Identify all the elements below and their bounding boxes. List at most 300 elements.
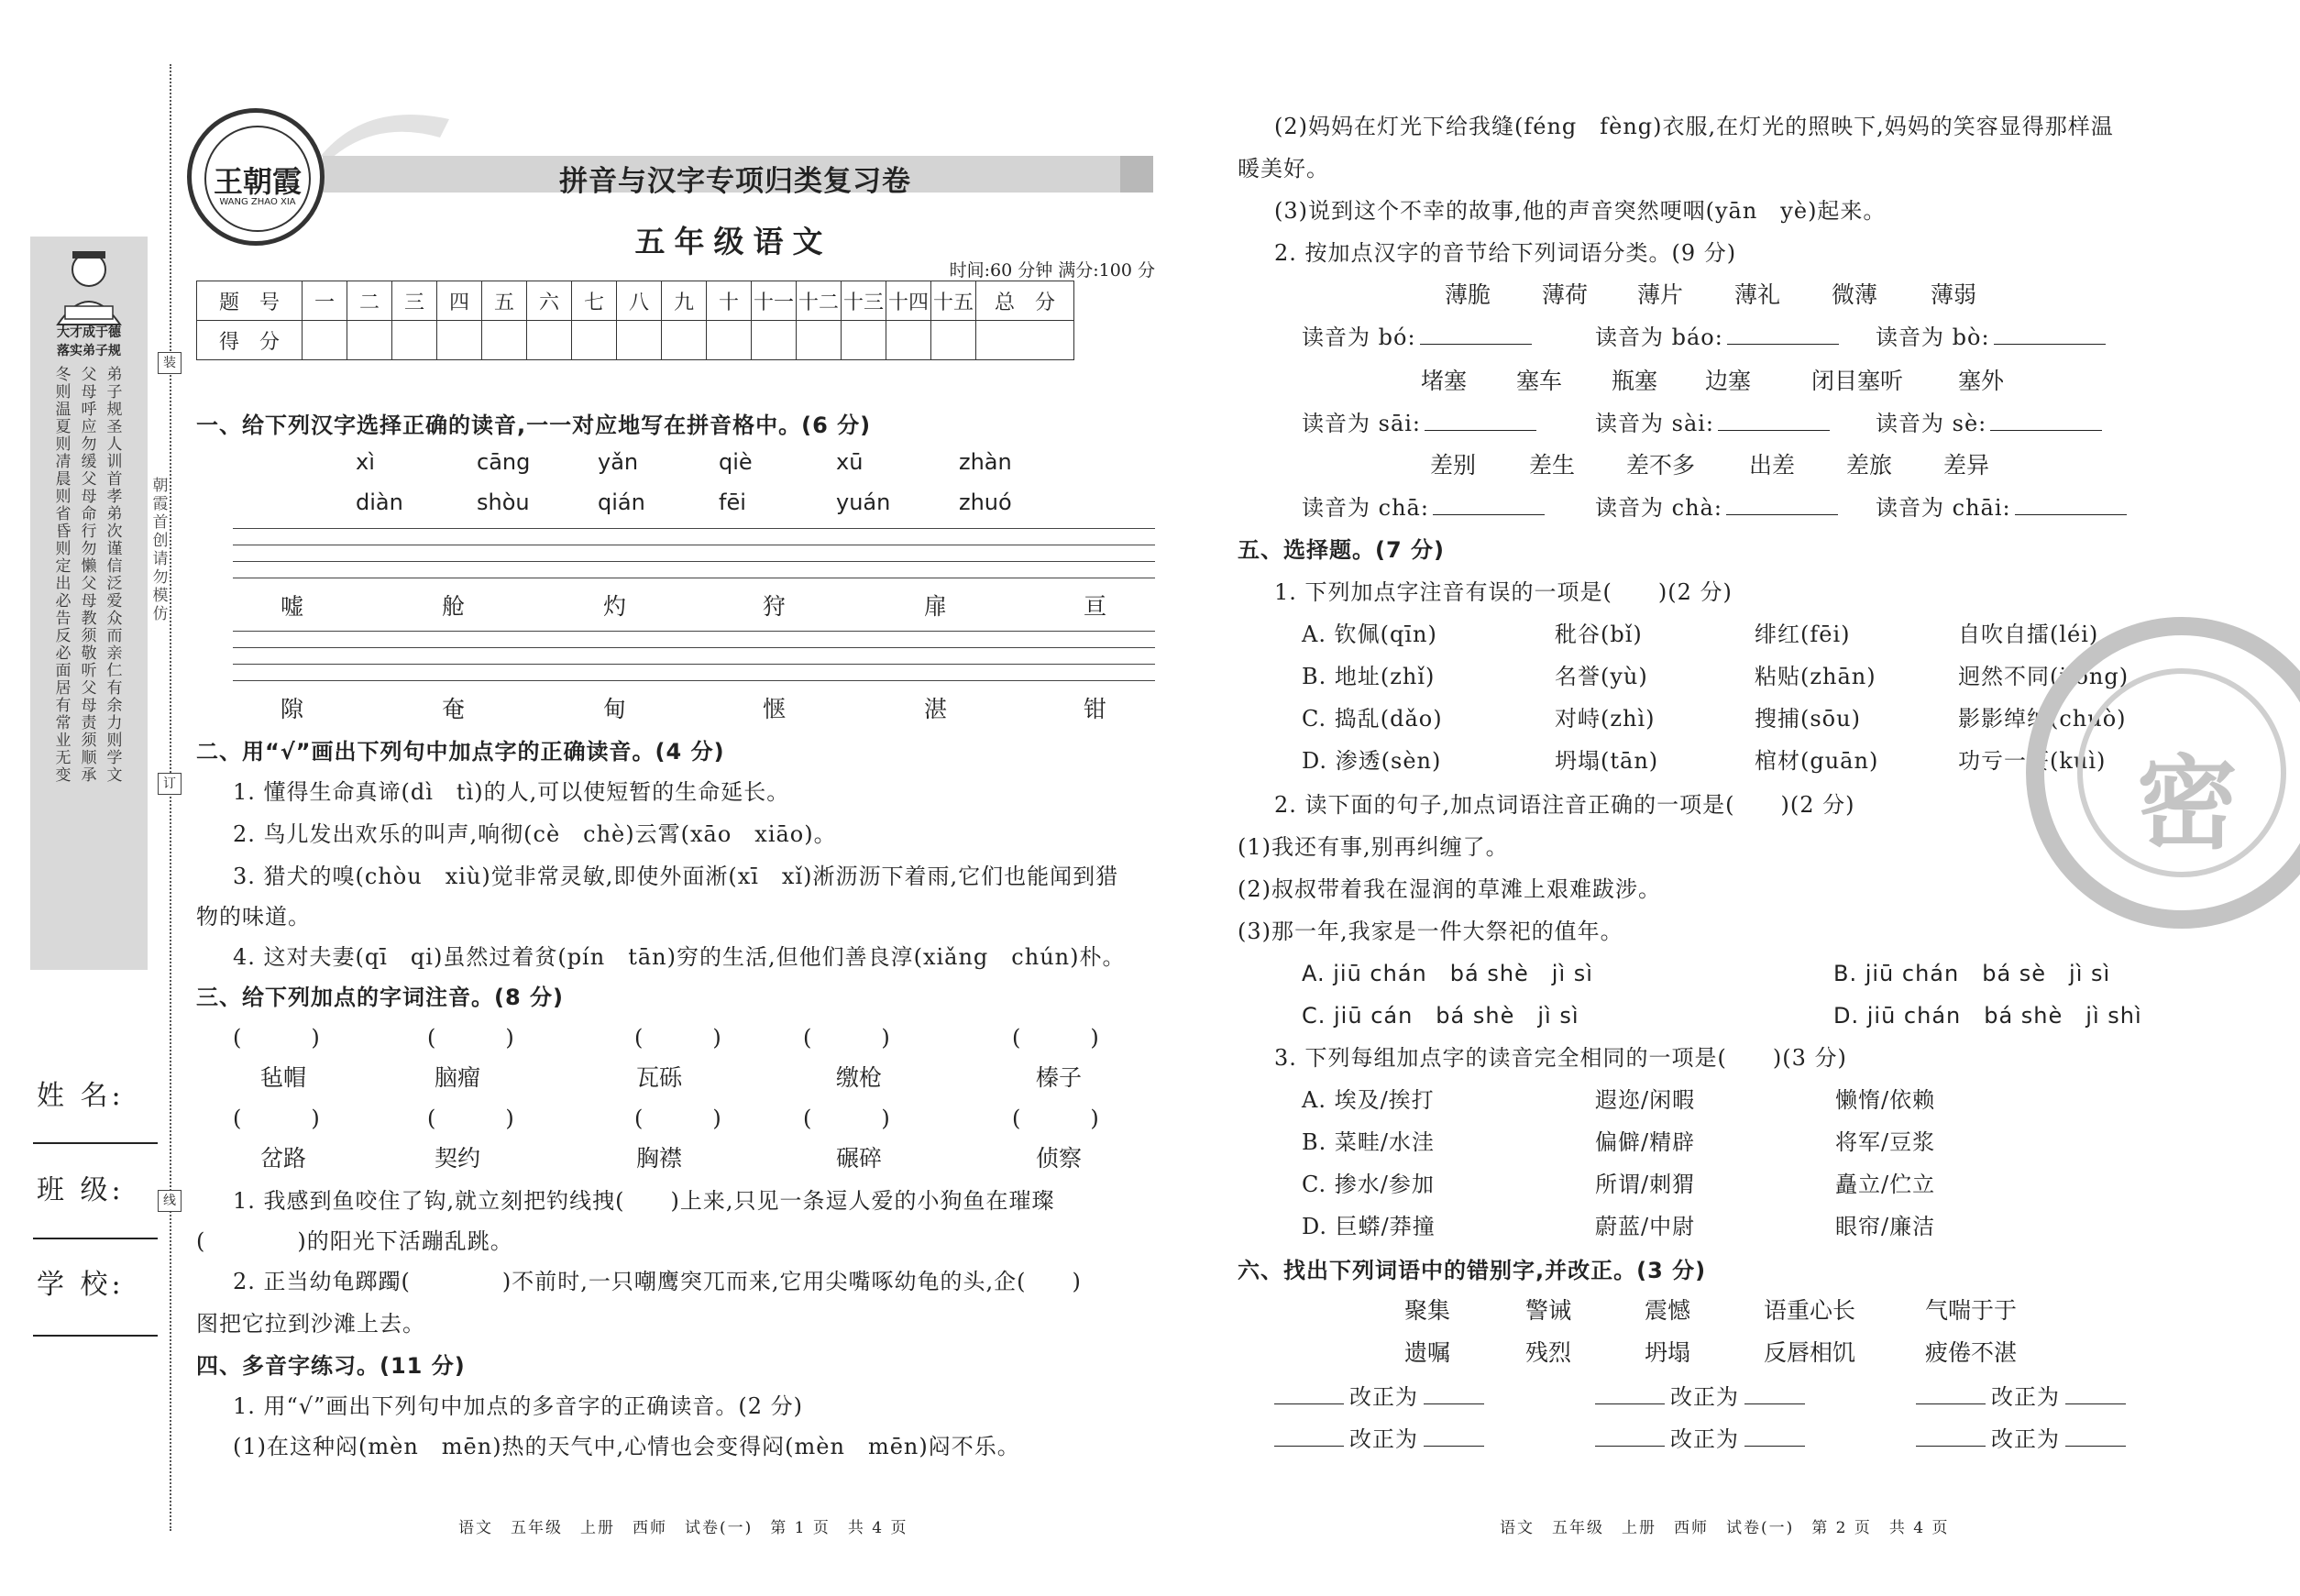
s6-word: 警诫 (1525, 1297, 1572, 1324)
s3-word: 侦察 (1036, 1145, 1083, 1172)
pinyin-answer-paren[interactable]: ( ) (1012, 1106, 1100, 1131)
pinyin-answer-paren[interactable]: ( ) (233, 1025, 321, 1051)
s5-q2-option-a[interactable]: A. jiū chán bá shè jì sì (1302, 961, 1593, 986)
s4-classify-item (1302, 405, 1536, 437)
pinyin-answer-paren[interactable]: ( ) (1012, 1025, 1100, 1051)
bind-mark-2: 订 (158, 773, 182, 795)
section-2-heading: 二、用“√”画出下列句中加点字的正确读音。(4 分) (196, 739, 725, 765)
s4-polyphone-word: 差不多 (1626, 452, 1696, 479)
s5-q1-option: 搜捕(sōu) (1755, 706, 1861, 732)
s5-q1-option[interactable]: A. 钦佩(qīn) (1302, 622, 1437, 647)
s3-line-4: 图把它拉到沙滩上去。 (196, 1311, 425, 1337)
score-input-cell[interactable] (527, 321, 572, 360)
s4-polyphone-word: 差生 (1529, 452, 1576, 479)
motto-char: 余 (106, 697, 123, 715)
s4-classify-blank[interactable] (1425, 410, 1536, 431)
motto-char: 首 (106, 470, 123, 489)
score-input-cell[interactable] (437, 321, 482, 360)
s4-classify-blank[interactable] (1990, 410, 2102, 431)
pinyin-answer-paren[interactable]: ( ) (427, 1106, 515, 1131)
s4-polyphone-word: 差异 (1943, 452, 1990, 479)
s6-wrong-char-blank[interactable] (1916, 1383, 1986, 1404)
s4-classify-blank[interactable] (1994, 324, 2106, 345)
motto-char: 母 (81, 383, 97, 402)
time-info: 时间:60 分钟 满分:100 分 (949, 260, 1155, 281)
s4-classify-label: 读音为 bó: (1302, 325, 1416, 350)
score-header-cell: 十二 (797, 281, 842, 321)
motto-char: 勿 (81, 435, 97, 454)
motto-char: 教 (81, 610, 97, 628)
s1-pinyin: qiè (719, 449, 753, 475)
s5-q2: 2. 读下面的句子,加点词语注音正确的一项是( )(2 分) (1274, 792, 1855, 818)
pinyin-answer-paren[interactable]: ( ) (427, 1025, 515, 1051)
school-field[interactable] (33, 1335, 158, 1337)
motto-char: 告 (55, 610, 72, 628)
s5-q1-option: 粘贴(zhān) (1755, 664, 1876, 689)
motto-char: 无 (55, 749, 72, 767)
s6-word: 残烈 (1525, 1339, 1572, 1366)
motto-char: 业 (55, 732, 72, 750)
motto-char: 居 (55, 679, 72, 698)
motto-char: 众 (106, 610, 123, 628)
s1-hanzi: 钳 (1084, 696, 1107, 722)
s5-q3-option[interactable]: C. 掺水/参加 (1302, 1172, 1435, 1197)
s3-word: 缴枪 (836, 1064, 883, 1091)
s5-q2-s3: (3)那一年,我家是一件大祭祀的值年。 (1238, 919, 1623, 944)
s5-q2-option-d[interactable]: D. jiū chán bá shè jì shì (1833, 1003, 2142, 1029)
motto-column (51, 367, 75, 785)
s4-polyphone-word: 出差 (1749, 452, 1796, 479)
motto-char: 须 (81, 732, 97, 750)
s5-q3-option: 蔚蓝/中尉 (1595, 1214, 1696, 1239)
s6-word: 震憾 (1645, 1297, 1691, 1324)
pinyin-grid-line (233, 647, 1155, 648)
binding-dotted-line (170, 64, 171, 1531)
score-label-cell: 得 分 (197, 321, 303, 360)
s4-polyphone-word: 薄礼 (1734, 281, 1781, 308)
motto-char: 父 (81, 470, 97, 489)
motto-char: 而 (106, 627, 123, 645)
s4-polyphone-word: 边塞 (1705, 368, 1752, 394)
s3-word: 碾碎 (836, 1145, 883, 1172)
s5-q1: 1. 下列加点字注音有误的一项是( )(2 分) (1274, 579, 1733, 605)
s5-q3: 3. 下列每组加点字的读音完全相同的一项是( )(3 分) (1274, 1045, 1847, 1071)
s6-fix-label: 改正为 (1670, 1426, 1739, 1452)
s3-word: 瓦砾 (636, 1064, 683, 1091)
s1-hanzi: 奄 (442, 696, 466, 722)
motto-head-2: 落实弟子规 (57, 344, 121, 358)
s6-word: 疲倦不湛 (1925, 1339, 2018, 1366)
motto-char: 昏 (55, 523, 72, 541)
s1-hanzi: 甸 (603, 696, 627, 722)
score-input-cell[interactable] (572, 321, 617, 360)
s6-word: 反唇相饥 (1764, 1339, 1856, 1366)
motto-char: 反 (55, 627, 72, 645)
s1-hanzi: 扉 (924, 593, 948, 620)
s4-classify-item (1595, 405, 1830, 437)
motto-char: 呼 (81, 401, 97, 419)
bind-mark-1: 装 (158, 352, 182, 374)
motto-char: 则 (55, 540, 72, 558)
s4-polyphone-word: 薄荷 (1542, 281, 1589, 308)
s3-line-3: 2. 正当幼龟踯躅( )不前时,一只嘲鹰突兀而来,它用尖嘴啄幼龟的头,企( ) (233, 1269, 1082, 1294)
motto-char: 训 (106, 453, 123, 471)
s1-hanzi: 亘 (1084, 593, 1107, 620)
score-header-cell: 二 (347, 281, 392, 321)
s4-classify-blank[interactable] (1727, 324, 1839, 345)
motto-char: 文 (106, 766, 123, 785)
pinyin-grid-line (233, 528, 1155, 529)
s6-word: 遗嘱 (1404, 1339, 1451, 1366)
s5-q1-option[interactable]: B. 地址(zhǐ) (1302, 664, 1436, 689)
motto-char: 弟 (106, 366, 123, 384)
s6-word: 坍塌 (1645, 1339, 1691, 1366)
score-row-questions (197, 281, 1074, 321)
s5-q3-option[interactable]: D. 巨蟒/莽撞 (1302, 1214, 1436, 1239)
s2-line-5: 4. 这对夫妻(qī qi)虽然过着贫(pín tān)穷的生活,但他们善良淳(xiǎng chún)朴。 (233, 944, 1126, 970)
s1-pinyin: shòu (477, 490, 530, 515)
motto-char: 勿 (81, 540, 97, 558)
score-input-cell[interactable] (842, 321, 886, 360)
motto-char: 母 (81, 592, 97, 611)
pinyin-answer-paren[interactable]: ( ) (634, 1106, 722, 1131)
motto-char: 则 (55, 435, 72, 454)
s3-word: 岔路 (260, 1145, 307, 1172)
section-5-heading: 五、选择题。(7 分) (1238, 537, 1445, 563)
motto-char: 必 (55, 644, 72, 663)
s4-polyphone-word: 差旅 (1846, 452, 1893, 479)
motto-char: 必 (55, 592, 72, 611)
motto-char: 规 (106, 401, 123, 419)
s4-q1-3: (3)说到这个不幸的故事,他的声音突然哽咽(yān yè)起来。 (1274, 198, 1887, 224)
motto-char: 定 (55, 557, 72, 576)
pinyin-answer-paren[interactable]: ( ) (233, 1106, 321, 1131)
s4-q1-2a: (2)妈妈在灯光下给我缝(féng fèng)衣服,在灯光的照映下,妈妈的笑容显得那样温 (1274, 114, 2114, 139)
s5-q2-option-b[interactable]: B. jiū chán bá sè jì sì (1833, 961, 2111, 986)
paper-title: 拼音与汉字专项归类复习卷 (559, 165, 911, 198)
pinyin-answer-paren[interactable]: ( ) (634, 1025, 722, 1051)
motto-char: 有 (55, 697, 72, 715)
score-table (196, 281, 1074, 360)
s6-fix-label: 改正为 (1991, 1384, 2060, 1410)
motto-char: 人 (106, 435, 123, 454)
s4-polyphone-word: 塞车 (1516, 368, 1563, 394)
s4-classify-label: 读音为 bò: (1876, 325, 1990, 350)
s4-classify-item (1876, 490, 2127, 522)
s6-correct-char-blank[interactable] (1744, 1383, 1805, 1404)
s1-pinyin: fēi (719, 490, 746, 515)
s5-q3-option[interactable]: A. 埃及/挨打 (1302, 1087, 1435, 1113)
motto-char: 听 (81, 662, 97, 680)
s6-wrong-char-blank[interactable] (1916, 1425, 1986, 1447)
motto-char: 须 (81, 627, 97, 645)
score-header-cell: 七 (572, 281, 617, 321)
s4-classify-item (1595, 319, 1839, 351)
side-note: 朝霞首创 请勿模仿 (152, 477, 169, 623)
pinyin-grid-line (233, 680, 1155, 681)
motto-char: 缓 (81, 453, 97, 471)
s5-q1-option[interactable]: D. 渗透(sèn) (1302, 748, 1442, 774)
score-input-cell[interactable] (662, 321, 707, 360)
s4-classify-blank[interactable] (1718, 410, 1830, 431)
s4-classify-item (1595, 490, 1838, 522)
motto-char: 孝 (106, 488, 123, 506)
s4-polyphone-word: 差别 (1430, 452, 1477, 479)
logo-text: 王朝霞 (213, 164, 302, 199)
s4-classify-item (1302, 490, 1545, 522)
s6-correction-item (1274, 1379, 1484, 1411)
motto-char: 亲 (106, 644, 123, 663)
score-input-cell[interactable] (707, 321, 752, 360)
s6-word: 语重心长 (1764, 1297, 1856, 1324)
s5-q1-option: 对峙(zhì) (1555, 706, 1656, 732)
motto-char: 母 (81, 488, 97, 506)
s1-hanzi: 惬 (763, 696, 787, 722)
score-header-cell: 十 (707, 281, 752, 321)
s5-q3-option: 懒惰/依赖 (1835, 1087, 1936, 1113)
motto-char: 行 (81, 523, 97, 541)
s6-correct-char-blank[interactable] (2065, 1425, 2126, 1447)
s5-q2-option-c[interactable]: C. jiū cán bá shè jì sì (1302, 1003, 1579, 1029)
s5-q1-option: 迥然不同(jiǒng) (1958, 664, 2129, 689)
motto-char: 晨 (55, 470, 72, 489)
motto-char: 父 (81, 679, 97, 698)
motto-char: 懒 (81, 557, 97, 576)
name-field[interactable] (33, 1142, 158, 1144)
s6-correction-item (1916, 1421, 2126, 1453)
bind-mark-3: 线 (158, 1190, 182, 1212)
logo-subtext: WANG ZHAO XIA (219, 197, 296, 207)
s4-polyphone-word: 薄脆 (1445, 281, 1491, 308)
s3-word: 榛子 (1036, 1064, 1083, 1091)
motto-char: 母 (81, 697, 97, 715)
motto-char: 则 (55, 488, 72, 506)
s4-classify-item (1876, 319, 2106, 351)
s4-classify-label: 读音为 chā: (1302, 495, 1429, 521)
s3-word: 毡帽 (260, 1064, 307, 1091)
s1-pinyin: zhuó (959, 490, 1012, 515)
s6-correct-char-blank[interactable] (2065, 1383, 2126, 1404)
s4-classify-item (1302, 319, 1532, 351)
score-header-cell: 题 号 (197, 281, 303, 321)
score-header-cell: 五 (482, 281, 527, 321)
score-header-cell: 总 分 (976, 281, 1074, 321)
motto-char: 力 (106, 714, 123, 732)
motto-char: 次 (106, 523, 123, 541)
scholar-figure-icon (30, 242, 148, 334)
s4-classify-label: 读音为 chāi: (1876, 495, 2011, 521)
s6-fix-label: 改正为 (1349, 1426, 1418, 1452)
seal-char: 密 (2137, 744, 2238, 863)
brand-logo (187, 108, 325, 246)
s6-word: 气喘于于 (1925, 1297, 2018, 1324)
s1-hanzi: 隙 (281, 696, 304, 722)
s4-classify-blank[interactable] (2015, 494, 2127, 515)
motto-char: 仁 (106, 662, 123, 680)
s5-q3-option: 遐迩/闲暇 (1595, 1087, 1696, 1113)
score-header-cell: 十一 (752, 281, 797, 321)
s6-correction-item (1595, 1421, 1805, 1453)
s6-wrong-char-blank[interactable] (1274, 1425, 1344, 1447)
s1-pinyin: qián (598, 490, 645, 515)
pinyin-grid-line (233, 664, 1155, 665)
s3-word: 脑瘤 (435, 1064, 481, 1091)
score-header-cell: 三 (392, 281, 437, 321)
s1-pinyin: diàn (356, 490, 403, 515)
s4-classify-item (1876, 405, 2102, 437)
score-input-cell[interactable] (976, 321, 1074, 360)
s1-pinyin: cāng (477, 449, 531, 475)
score-header-cell: 十五 (931, 281, 976, 321)
s6-correction-item (1916, 1379, 2126, 1411)
pinyin-grid-line (233, 631, 1155, 632)
motto-char: 常 (55, 714, 72, 732)
s1-hanzi: 灼 (603, 593, 627, 620)
s6-word: 聚集 (1404, 1297, 1451, 1324)
s6-fix-label: 改正为 (1349, 1384, 1418, 1410)
score-input-cell[interactable] (482, 321, 527, 360)
motto-char: 有 (106, 679, 123, 698)
s4-classify-label: 读音为 báo: (1595, 325, 1723, 350)
s5-q1-option: 棺材(guān) (1755, 748, 1879, 774)
motto-char: 温 (55, 401, 72, 419)
s1-pinyin: zhàn (959, 449, 1012, 475)
s5-q1-option[interactable]: C. 捣乱(dǎo) (1302, 706, 1443, 732)
s2-line-1: 1. 懂得生命真谛(dì tì)的人,可以使短暂的生命延长。 (233, 779, 790, 805)
s5-q3-option: 偏僻/精辟 (1595, 1129, 1696, 1155)
s3-word: 契约 (435, 1145, 481, 1172)
s5-q1-option: 影影绰绰(chuò) (1958, 706, 2127, 732)
s5-q2-s2: (2)叔叔带着我在湿润的草滩上艰难跋涉。 (1238, 876, 1661, 902)
motto-char: 学 (106, 749, 123, 767)
score-input-cell[interactable] (797, 321, 842, 360)
s2-line-3: 3. 猎犬的嗅(chòu xiù)觉非常灵敏,即使外面淅(xī xǐ)淅沥沥下着雨,它们也能闻到猎 (233, 864, 1119, 889)
score-input-cell[interactable] (931, 321, 976, 360)
s5-q3-option[interactable]: B. 菜畦/水洼 (1302, 1129, 1435, 1155)
s6-fix-label: 改正为 (1670, 1384, 1739, 1410)
section-6-heading: 六、找出下列词语中的错别字,并改正。(3 分) (1238, 1258, 1707, 1283)
s4-classify-label: 读音为 chà: (1595, 495, 1722, 521)
s1-pinyin: xì (356, 449, 375, 475)
score-input-cell[interactable] (617, 321, 662, 360)
footer-left: 语文 五年级 上册 西师 试卷(一) 第 1 页 共 4 页 (458, 1519, 908, 1537)
s5-q2-s1: (1)我还有事,别再纠缠了。 (1238, 834, 1509, 860)
s4-polyphone-word: 瓶塞 (1612, 368, 1658, 394)
motto-column (103, 367, 127, 785)
motto-column (77, 367, 101, 785)
s3-line-1: 1. 我感到鱼咬住了钩,就立刻把钓线拽( )上来,只见一条逗人爱的小狗鱼在璀璨 (233, 1188, 1055, 1214)
s4-polyphone-word: 薄片 (1637, 281, 1684, 308)
pinyin-answer-paren[interactable]: ( ) (803, 1025, 891, 1051)
s5-q1-option: 坍塌(tān) (1555, 748, 1659, 774)
s4-q1: 1. 用“√”画出下列句中加点的多音字的正确读音。(2 分) (233, 1393, 803, 1419)
s5-q1-option: 绯红(fēi) (1755, 622, 1851, 647)
s4-q1-2b: 暖美好。 (1238, 156, 1329, 182)
s4-classify-label: 读音为 sāi: (1302, 411, 1422, 436)
s6-wrong-char-blank[interactable] (1274, 1383, 1344, 1404)
motto-char: 爱 (106, 592, 123, 611)
s4-polyphone-word: 塞外 (1958, 368, 2005, 394)
section-4-heading: 四、多音字练习。(11 分) (196, 1353, 466, 1379)
s1-hanzi: 狩 (763, 593, 787, 620)
motto-char: 应 (81, 418, 97, 436)
s1-pinyin: yuán (836, 490, 891, 515)
s5-q1-option: 自吹自擂(léi) (1958, 622, 2099, 647)
score-input-cell[interactable] (886, 321, 931, 360)
s6-correct-char-blank[interactable] (1424, 1383, 1484, 1404)
s1-hanzi: 舱 (442, 593, 466, 620)
s4-polyphone-word: 堵塞 (1421, 368, 1468, 394)
s5-q1-option: 名誉(yù) (1555, 664, 1648, 689)
section-1-heading: 一、给下列汉字选择正确的读音,一一对应地写在拼音格中。(6 分) (196, 413, 872, 438)
s5-q3-option: 矗立/伫立 (1835, 1172, 1936, 1197)
motto-char: 省 (55, 505, 72, 523)
paper-subtitle: 五年级语文 (634, 224, 832, 259)
motto-char: 则 (55, 383, 72, 402)
motto-char: 则 (106, 732, 123, 750)
s4-classify-blank[interactable] (1726, 494, 1838, 515)
motto-char: 信 (106, 557, 123, 576)
score-row-scores (197, 321, 1074, 360)
s5-q3-option: 眼帘/廉洁 (1835, 1214, 1936, 1239)
score-input-cell[interactable] (752, 321, 797, 360)
s1-hanzi: 嘘 (281, 593, 304, 620)
s4-q1-1: (1)在这种闷(mèn mēn)热的天气中,心情也会变得闷(mèn mēn)闷不乐。 (233, 1434, 1020, 1459)
s4-classify-label: 读音为 sài: (1595, 411, 1715, 436)
motto-head-1: 大才成于德 (57, 325, 121, 340)
s6-correct-char-blank[interactable] (1424, 1425, 1484, 1447)
s5-q1-option: 秕谷(bǐ) (1555, 622, 1643, 647)
s4-classify-blank[interactable] (1420, 324, 1532, 345)
class-field[interactable] (33, 1238, 158, 1239)
motto-char: 冬 (55, 366, 72, 384)
motto-char: 变 (55, 766, 72, 785)
s6-wrong-char-blank[interactable] (1595, 1383, 1665, 1404)
score-header-cell: 四 (437, 281, 482, 321)
motto-char: 顺 (81, 749, 97, 767)
motto-char: 出 (55, 575, 72, 593)
school-label: 学 校: (37, 1269, 125, 1301)
s5-q3-option: 所谓/刺猬 (1595, 1172, 1696, 1197)
s1-hanzi: 湛 (924, 696, 948, 722)
s5-q3-option: 将军/豆浆 (1835, 1129, 1936, 1155)
motto-char: 泛 (106, 575, 123, 593)
class-label: 班 级: (37, 1174, 125, 1206)
motto-char: 凊 (55, 453, 72, 471)
s6-correct-char-blank[interactable] (1744, 1425, 1805, 1447)
s2-line-2: 2. 鸟儿发出欢乐的叫声,响彻(cè chè)云霄(xāo xiāo)。 (233, 821, 837, 847)
score-input-cell[interactable] (392, 321, 437, 360)
section-3-heading: 三、给下列加点的字词注音。(8 分) (196, 985, 564, 1010)
score-header-cell: 六 (527, 281, 572, 321)
pinyin-answer-paren[interactable]: ( ) (803, 1106, 891, 1131)
s4-q2: 2. 按加点汉字的音节给下列词语分类。(9 分) (1274, 240, 1737, 266)
name-label: 姓 名: (37, 1080, 125, 1112)
score-input-cell[interactable] (303, 321, 347, 360)
pinyin-grid-line (233, 561, 1155, 562)
score-header-cell: 九 (662, 281, 707, 321)
motto-char: 子 (106, 383, 123, 402)
s1-pinyin: yǎn (598, 449, 639, 475)
motto-char: 夏 (55, 418, 72, 436)
s6-wrong-char-blank[interactable] (1595, 1425, 1665, 1447)
s3-line-2: ( )的阳光下活蹦乱跳。 (196, 1228, 513, 1254)
s6-fix-label: 改正为 (1991, 1426, 2060, 1452)
score-input-cell[interactable] (347, 321, 392, 360)
motto-char: 父 (81, 366, 97, 384)
s4-classify-blank[interactable] (1433, 494, 1545, 515)
s1-pinyin: xū (836, 449, 864, 475)
